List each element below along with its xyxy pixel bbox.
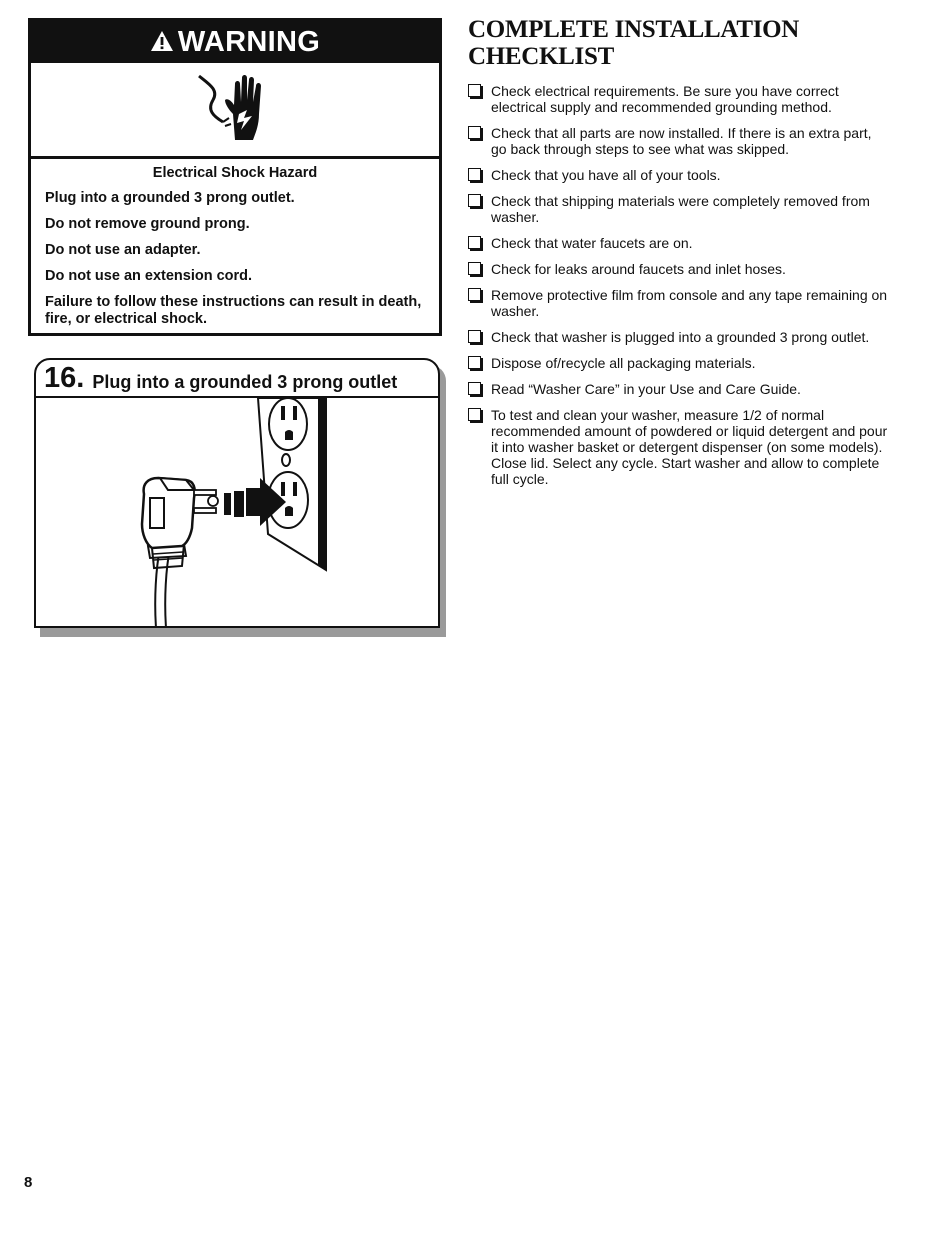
checkbox[interactable] (468, 168, 481, 181)
hazard-title: Electrical Shock Hazard (152, 165, 318, 181)
electrical-shock-hand-icon (195, 70, 275, 150)
step-number: 16. (44, 362, 85, 394)
warning-line: Do not use an extension cord. (45, 268, 253, 284)
checklist-item (468, 167, 888, 183)
checklist-item (468, 193, 888, 225)
warning-heading: WARNING (177, 25, 321, 58)
checkbox[interactable] (468, 236, 481, 249)
warning-line: Plug into a grounded 3 prong outlet. (45, 190, 295, 206)
page-number: 8 (24, 1174, 33, 1191)
installation-checklist (468, 83, 888, 497)
checklist-title: COMPLETE INSTALLATION CHECKLIST (468, 16, 800, 70)
warning-header (31, 21, 439, 63)
checklist-item-text: Remove protective film from console and any tape remaining on washer. (491, 287, 888, 319)
checklist-item-text: Check that shipping materials were completely removed from washer. (491, 193, 870, 225)
checklist-item-text: Check that all parts are now installed. If there is an extra part, go back through steps to see what was skipped. (491, 125, 872, 157)
checkbox[interactable] (468, 382, 481, 395)
step-card (34, 358, 440, 628)
warning-triangle-icon (150, 30, 174, 52)
outlet-wall-plate (258, 398, 326, 570)
checklist-item (468, 407, 888, 487)
checklist-item (468, 355, 888, 371)
checkbox[interactable] (468, 126, 481, 139)
warning-box (28, 18, 442, 336)
step-header (36, 360, 438, 398)
checklist-item-text: Dispose of/recycle all packaging materials. (491, 355, 756, 371)
checklist-item-text: Check that washer is plugged into a grounded 3 prong outlet. (491, 329, 870, 345)
checklist-item (468, 287, 888, 319)
checklist-item-text: Check that water faucets are on. (491, 235, 693, 251)
checklist-item-text: To test and clean your washer, measure 1/2 of normal recommended amount of powdered or liquid detergent and pour it into washer basket or detergent dispenser (on some models). Close lid. Select any cycle. Start washer and allow to complete full cycle. (491, 407, 888, 487)
checkbox[interactable] (468, 288, 481, 301)
checkbox[interactable] (468, 262, 481, 275)
checkbox[interactable] (468, 194, 481, 207)
warning-line: Do not use an adapter. (45, 242, 201, 258)
checklist-item-text: Read “Washer Care” in your Use and Care Guide. (491, 381, 801, 397)
checkbox[interactable] (468, 356, 481, 369)
checklist-item (468, 261, 888, 277)
warning-line: Do not remove ground prong. (45, 216, 250, 232)
warning-line: Failure to follow these instructions can result in death, fire, or electrical shock. (45, 294, 422, 327)
warning-body (31, 159, 439, 328)
step-title: Plug into a grounded 3 prong outlet (92, 372, 398, 392)
checklist-item-text: Check that you have all of your tools. (491, 167, 721, 183)
checkbox[interactable] (468, 330, 481, 343)
checkbox[interactable] (468, 408, 481, 421)
checklist-item (468, 235, 888, 251)
checklist-item (468, 125, 888, 157)
three-prong-plug (142, 478, 218, 628)
checklist-item-text: Check for leaks around faucets and inlet hoses. (491, 261, 786, 277)
checklist-item (468, 381, 888, 397)
checklist-item-text: Check electrical requirements. Be sure you have correct electrical supply and recommended grounding method. (491, 83, 839, 115)
checkbox[interactable] (468, 84, 481, 97)
warning-icon-area (31, 63, 439, 159)
checklist-item (468, 329, 888, 345)
checklist-item (468, 83, 888, 115)
plug-outlet-illustration (36, 398, 438, 628)
